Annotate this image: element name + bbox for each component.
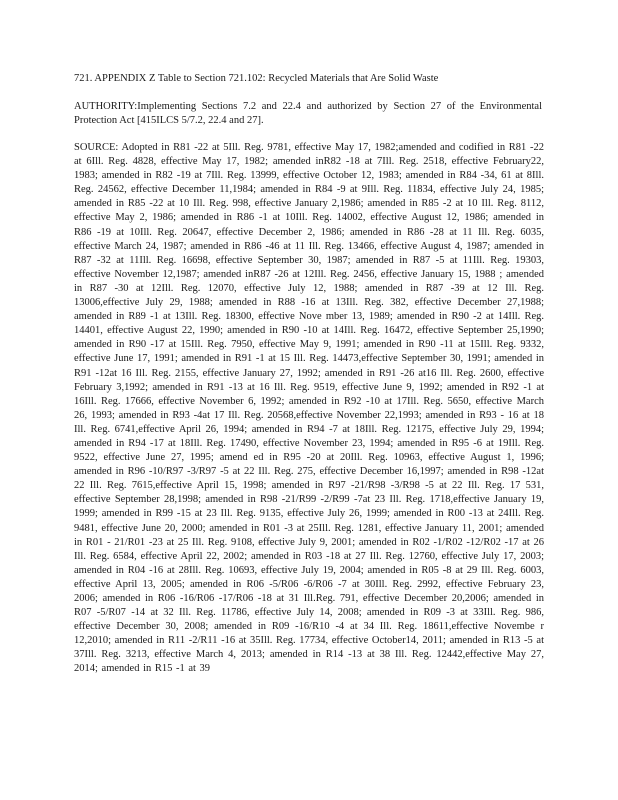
source-paragraph: SOURCE: Adopted in R81 -22 at 5Ill. Reg. 9781, effective May 17, 1982;amended and codified in R81 -22 at 6Ill. Reg. 4828, effective May 17, 1982; amended inR82 -18 at 7Ill. Reg. 2518, effective February22, 1983; amended in R82 -19 at 7Ill. Reg. 13999, effective October 12, 1983; amended in R84 -34, 61 at 8Ill. Reg. 24562, effective December 11,1984; amended in R84 -9 at 9Ill. Reg. 11834, effective July 24, 1985; amended in R85 -22 at 10 Ill. Reg. 998, effective January 2,1986; amended in R85 -2 at 10 Ill. Reg. 8112, effective May 2, 1986; amended in R86 -1 at 10Ill. Reg. 14002, effective August 12, 1986; amended in R86 -19 at 10Ill. Reg. 20647, effective December 2, 1986; amended in R86 -28 at 11 Ill. Reg. 6035, effective March 24, 1987; amended in R86 -46 at 11 Ill. Reg. 13466, effective August 4, 1987; amended in R87 -32 at 11Ill. Reg. 16698, effective September 30, 1987; amended in R87 -5 at 11Ill. Reg. 19303, effective November 12,1987; amended inR87 -26 at 12Ill. Reg. 2456, effective January 15, 1988 ; amended in R87 -30 at 12Ill. Reg. 12070, effective July 12, 1988; amended in R87 -39 at 12 Ill. Reg. 13006,effective July 29, 1988; amended in R88 -16 at 13Ill. Reg. 382, effective December 27,1988; amended in R89 -1 at 13Ill. Reg. 18300, effective Nove mber 13, 1989; amended in R90 -2 at 14Ill. Reg. 14401, effective August 22, 1990; amended in R90 -10 at 14Ill. Reg. 16472, effective September 25,1990; amended in R90 -17 at 15Ill. Reg. 7950, effective May 9, 1991; amended in R90 -11 at 15Ill. Reg. 9332, effective June 17, 1991; amended in R91 -1 at 15 Ill. Reg. 14473,effective September 30, 1991; amended in R91 -12at 16 Ill. Reg. 2155, effective January 27, 1992; amended in R91 -26 at16 Ill. Reg. 2600, effective February 3,1992; amended in R91 -13 at 16 Ill. Reg. 9519, effective June 9, 1992; amended in R92 -1 at 16Ill. Reg. 17666, effective November 6, 1992; amended in R92 -10 at 17Ill. Reg. 5650, effective March 26, 1993; amended in R93 -4at 17 Ill. Reg. 20568,effective November 22,1993; amended in R93 - 16 at 18 Ill. Reg. 6741,effective April 26, 1994; amended in R94 -7 at 18Ill. Reg. 12175, effective July 29, 1994; amended in R94 -17 at 18Ill. Reg. 17490, effective November 23, 1994; amended in R95 -6 at 19Ill. Reg. 9522, effective June 27, 1995; amend ed in R95 -20 at 20Ill. Reg. 10963, effective August 1, 1996; amended in R96 -10/R97 -3/R97 -5 at 22 Ill. Reg. 275, effective December 16,1997; amended in R98 -12at 22 Ill. Reg. 7615,effective April 15, 1998; amended in R97 -21/R98 -3/R98 -5 at 22 Ill. Reg. 17 531, effective September 28,1998; amended in R98 -21/R99 -2/R99 -7at 23 Ill. Reg. 1718,effective January 19, 1999; amended in R99 -15 at 23 Ill. Reg. 9135, effective July 26, 1999; amended in R00 -13 at 24Ill. Reg. 9481, effective June 20, 2000; amended in R01 -3 at 25Ill. Reg. 1281, effective January 11, 2001; amended in R01 - 21/R01 -23 at 25 Ill. Reg. 9108, effective July 9, 2001; amended in R02 -1/R02 -12/R02 -17 at 26 Ill. Reg. 6584, effective April 22, 2002; amended in R03 -18 at 27 Ill. Reg. 12760, effective July 17, 2003; amended in R04 -16 at 28Ill. Reg. 10693, effective July 19, 2004; amended in R05 -8 at 29 Ill. Reg. 6003, effective April 13, 2005; amended in R06 -5/R06 -6/R06 -7 at 30Ill. Reg. 2992, effective February 23, 2006; amended in R06 -16/R06 -17/R06 -18 at 31 Ill.Reg. 791, effective December 20,2006; amended in R07 -5/R07 -14 at 32 Ill. Reg. 11786, effective July 14, 2008; amended in R09 -3 at 33Ill. Reg. 986, effective December 30, 2008; amended in R09 -16/R10 -4 at 34 Ill. Reg. 18611,effective Novembe r 12,2010; amended in R11 -2/R11 -16 at 35Ill. Reg. 17734, effective October14, 2011; amended in R13 -5 at 37Ill. Reg. 3213, effective March 4, 2013; amended in R14 -13 at 38 Ill. Reg. 12442,effective May 27, 2014; amended in R15 -1 at 39 [74, 142, 544, 675]
section-heading: 721. APPENDIX Z Table to Section 721.102: Recycled Materials that Are Solid Waste [74, 73, 439, 84]
page-bottom-margin [0, 770, 618, 800]
authority-paragraph: AUTHORITY:Implementing Sections 7.2 and 22.4 and authorized by Section 27 of the Environmental Protection Act [415ILCS 5/7.2, 22.4 and 27]. [74, 101, 542, 126]
